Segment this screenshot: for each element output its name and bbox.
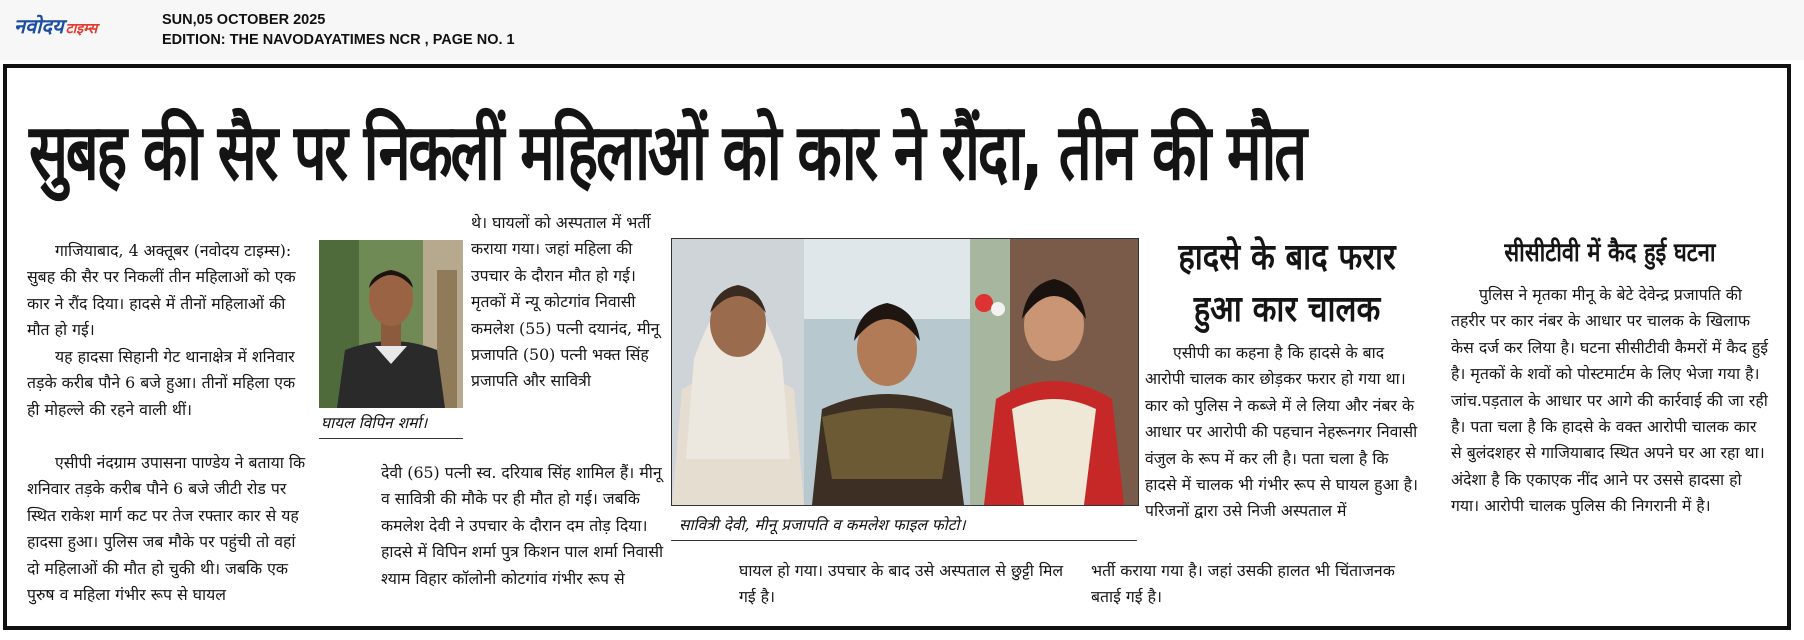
victims-details-paragraph: थे। घायलों को अस्पताल में भर्ती कराया गया। जहां महिला की उपचार के दौरान मौत हो गई। मृतकों में न्यू कोटगांव निवासी कमलेश (55) पत्नी दयानंद, मीनू प्रजापति (50) पत्नी भक्त सिंह प्रजापति और सावित्री (471, 213, 660, 391)
article-acp-paragraph: एसीपी नंदग्राम उपासना पाण्डेय ने बताया कि शनिवार तड़के करीब पौने 6 बजे जीटी रोड पर स्थित राकेश मार्ग कट पर तेज रफ्तार कार से यह हादसा हुआ। पुलिस जब मौके पर पहुंची तो वहां दो महिलाओं की मौत हो चुकी थी। जबकि एक पुरुष व महिला गंभीर रूप से घायल (27, 453, 306, 605)
injured-person-photo (319, 240, 463, 408)
navodaya-times-logo[interactable] (14, 12, 97, 39)
driver-fled-paragraph: एसीपी का कहना है कि हादसे के बाद आरोपी चालक कार छोड़कर फरार हो गया था। कार को पुलिस ने कब्जे में ले लिया और नंबर के आधार पर आरोपी की पहचान नेहरूनगर निवासी वंजुल के रूप में कर ली है। पता चला है कि हादसे में चालक भी गंभीर रूप से घायल हुआ है। परिजनों द्वारा उसे निजी अस्पताल में (1145, 343, 1419, 521)
injured-discharge-paragraph: घायल हो गया। उपचार के बाद उसे अस्पताल से छुट्टी मिल गई है। (739, 561, 1064, 607)
edition-info: EDITION: THE NAVODAYATIMES NCR , PAGE NO. 1 (162, 32, 515, 48)
article-intro-paragraph: गाजियाबाद, 4 अक्तूबर (नवोदय टाइम्स): सुबह की सैर पर निकलीं तीन महिलाओं को एक कार ने रौंद दिया। हादसे में तीनों महिलाओं की मौत हो गई। (27, 241, 296, 340)
victims-caption-rule (671, 540, 1137, 541)
news-article (3, 64, 1791, 630)
edition-meta (162, 10, 515, 50)
article-location-paragraph: यह हादसा सिहानी गेट थानाक्षेत्र में शनिवार तड़के करीब पौने 6 बजे हुआ। तीनों महिला एक ही मोहल्ले की रहने वाली थीं। (27, 347, 296, 419)
victims-file-photo (671, 238, 1139, 506)
driver-hospital-paragraph: भर्ती कराया गया है। जहां उसकी हालत भी चिंताजनक बताई गई है। (1091, 561, 1395, 607)
logo-main-text: नवोदय (14, 14, 64, 38)
driver-fled-subheading: हादसे के बाद फरार हुआ कार चालक (1178, 237, 1396, 330)
caption-rule (319, 438, 463, 439)
cctv-subheading: सीसीटीवी में कैद हुई घटना (1504, 238, 1716, 268)
edition-header (0, 0, 1804, 60)
cctv-paragraph: पुलिस ने मृतका मीनू के बेटे देवेन्द्र प्रजापति की तहरीर पर कार नंबर के आधार पर चालक के खिलाफ केस दर्ज कर लिया है। घटना सीसीटीवी कैमरों में कैद हुई है। मृतकों के शवों को पोस्टमार्टम के लिए भेजा गया है। जांच.पड़ताल के आधार पर आगे की कार्रवाई की जा रही है। पता चला है कि हादसे के वक्त आरोपी चालक कार से बुलंदशहर से गाजियाबाद स्थित अपने घर आ रहा था। अंदेशा है कि एकाएक नींद आने पर उससे हादसा हो गया। आरोपी चालक पुलिस की निगरानी में है। (1451, 285, 1769, 516)
victims-continued-paragraph: देवी (65) पत्नी स्व. दरियाब सिंह शामिल हैं। मीनू व सावित्री की मौके पर ही मौत हो गई। जबकि कमलेश देवी ने उपचार के दौरान दम तोड़ दिया। हादसे में विपिन शर्मा पुत्र किशन पाल शर्मा निवासी श्याम विहार कॉलोनी कोटगांव गंभीर रूप से (381, 463, 664, 588)
article-headline: सुबह की सैर पर निकलीं महिलाओं को कार ने रौंदा, तीन की मौत (29, 108, 1305, 198)
edition-date: SUN,05 OCTOBER 2025 (162, 12, 326, 28)
injured-photo-caption: घायल विपिन शर्मा। (321, 414, 428, 432)
logo-sub-text: टाइम्स (65, 21, 98, 37)
victims-photo-caption: सावित्री देवी, मीनू प्रजापति व कमलेश फाइल फोटो। (679, 516, 966, 534)
